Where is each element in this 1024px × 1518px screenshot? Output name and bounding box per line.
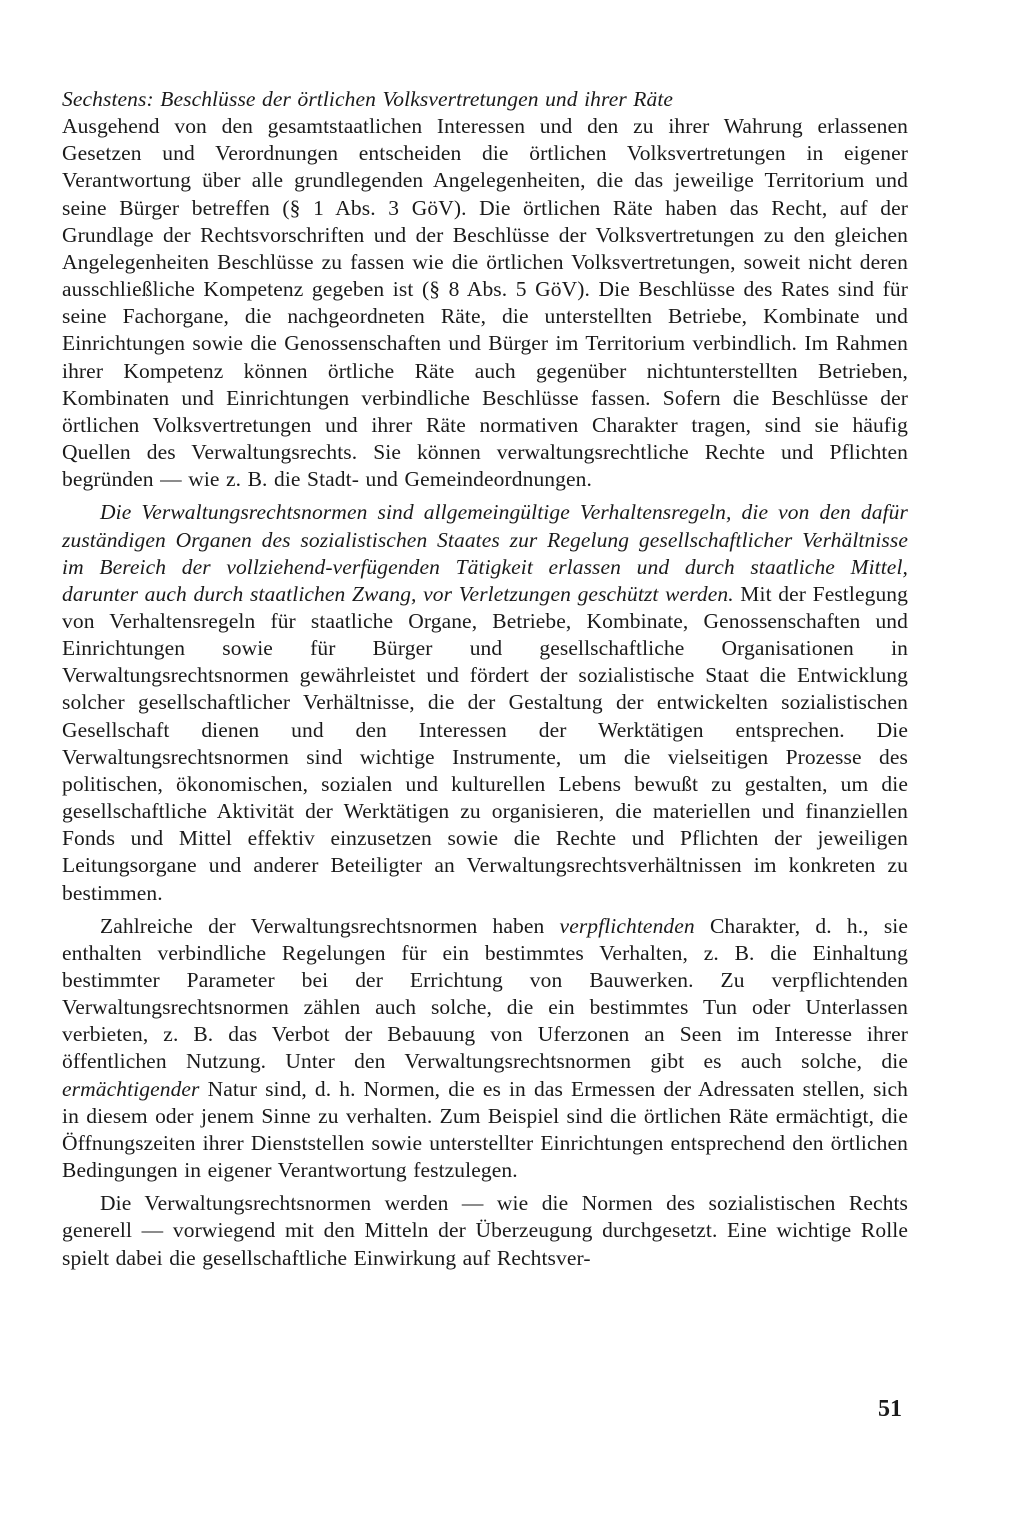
section-heading: Sechstens: Beschlüsse der örtlichen Volksvertretungen und ihrer Räte	[62, 87, 674, 111]
paragraph-1: Ausgehend von den gesamtstaatlichen Interessen und den zu ihrer Wahrung erlassenen Gesetzen und Verordnungen entscheiden die örtlichen Volksvertretungen in eigener Verantwortung über alle grundlegenden Angelegenheiten, die das jeweilige Territorium und seine Bürger betreffen (§ 1 Abs. 3 GöV). Die örtlichen Räte haben das Recht, auf der Grundlage der Rechtsvorschriften und der Beschlüsse der Volksvertretungen zu den gleichen Angelegenheiten Beschlüsse zu fassen wie die örtlichen Volksvertretungen, soweit nicht deren ausschließliche Kompetenz gegeben ist (§ 8 Abs. 5 GöV). Die Beschlüsse des Rates sind für seine Fachorgane, die nachgeordneten Räte, die unterstellten Betriebe, Kombinate und Einrichtungen sowie die Genossenschaften und Bürger im Territorium verbindlich. Im Rahmen ihrer Kompetenz können örtliche Räte auch gegenüber nichtunterstellten Betrieben, Kombinaten und Einrichtungen verbindliche Beschlüsse fassen. Sofern die Beschlüsse der örtlichen Volksvertretungen und ihrer Räte normativen Charakter tragen, sind sie häufig Quellen des Verwaltungsrechts. Sie können verwaltungsrechtliche Rechte und Pflichten begründen — wie z. B. die Stadt- und Gemeindeordnungen.	[62, 114, 908, 492]
paragraph-3	[62, 913, 908, 1185]
page-number: 51	[878, 1396, 902, 1422]
paragraph-3-part-3: Natur sind, d. h. Normen, die es in das Ermessen der Adressaten stellen, sich in diesem oder jenem Sinne zu verhalten. Zum Beispiel sind die örtlichen Räte ermächtigt, die Öffnungszeiten ihrer Dienststellen sowie unterstellter Einrichtungen entsprechend den örtlichen Bedingungen in eigener Verantwortung festzulegen.	[62, 1076, 908, 1183]
paragraph-2	[62, 499, 908, 906]
page-body	[62, 86, 908, 1272]
definition-text: Die Verwaltungsrechtsnormen sind allgemeingültige Verhaltensregeln, die von den dafür zuständigen Organen des sozialistischen Staates zur Regelung gesellschaftlicher Verhältnisse im Bereich der vollziehend-verfügenden Tätigkeit erlassen und durch staatliche Mittel, darunter auch durch staatlichen Zwang, vor Verletzungen geschützt werden.	[62, 500, 908, 606]
paragraph-4: Die Verwaltungsrechtsnormen werden — wie die Normen des sozialistischen Rechts generell — vorwiegend mit den Mitteln der Überzeugung durchgesetzt. Eine wichtige Rolle spielt dabei die gesellschaftliche Einwirkung auf Rechtsver-	[62, 1191, 908, 1270]
paragraph-3-part-1: Zahlreiche der Verwaltungsrechtsnormen haben	[100, 913, 560, 938]
emphasis-verpflichtenden: verpflichtenden	[559, 913, 695, 938]
paragraph-3-part-2: Charakter, d. h., sie enthalten verbindliche Regelungen für ein bestimmtes Verhalten, z. B. die Einhaltung bestimmter Parameter bei der Errichtung von Bauwerken. Zu verpflichtenden Verwaltungsrechtsnormen zählen auch solche, die ein bestimmtes Tun oder Unterlassen verbieten, z. B. das Verbot der Bebauung von Uferzonen an Seen im Interesse ihrer öffentlichen Nutzung. Unter den Verwaltungsrechtsnormen gibt es auch solche, die	[62, 913, 908, 1074]
emphasis-ermaechtigender: ermächtigender	[62, 1076, 200, 1101]
paragraph-2-text: Mit der Festlegung von Verhaltensregeln für staatliche Organe, Betriebe, Kombinate, Genossenschaften und Einrichtungen sowie für Bürger und gesellschaftliche Organisationen in Verwaltungsrechtsnormen gewährleistet und fördert der sozialistische Staat die Entwicklung solcher gesellschaftlicher Verhältnisse, die der Gestaltung der entwickelten sozialistischen Gesellschaft dienen und den Interessen der Werktätigen entsprechen. Die Verwaltungsrechtsnormen sind wichtige Instrumente, um die vielseitigen Prozesse des politischen, ökonomischen, sozialen und kulturellen Lebens bewußt zu gestalten, um die gesellschaftliche Aktivität der Werktätigen zu organisieren, die materiellen und finanziellen Fonds und Mittel effektiv einzusetzen sowie die Rechte und Pflichten der jeweiligen Leitungsorgane und anderer Beteiligter an Verwaltungsrechtsverhältnissen im konkreten zu bestimmen.	[62, 581, 908, 905]
